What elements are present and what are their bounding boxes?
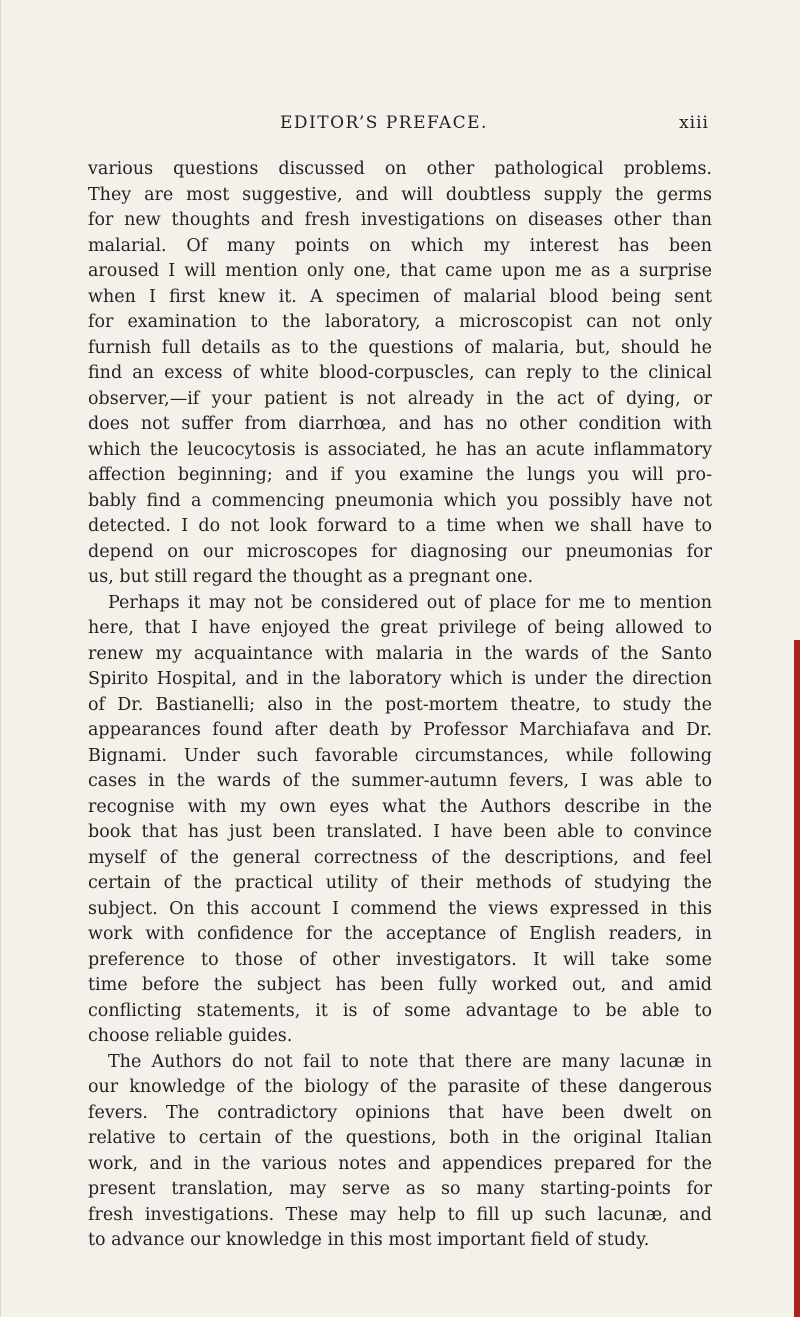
text-line: for examination to the laboratory, a microscopist can not only: [88, 312, 712, 332]
text-line: fresh investigations. These may help to fill up such lacunæ, and: [88, 1204, 712, 1225]
text-line: affection beginning; and if you examine the lungs you will pro-: [88, 465, 712, 485]
text-line: appearances found after death by Professor Marchiafava and Dr.: [88, 720, 712, 740]
text-line: preference to those of other investigators. It will take some: [88, 949, 712, 970]
text-line: of Dr. Bastianelli; also in the post-mortem theatre, to study the: [88, 694, 712, 715]
text-line: Bignami. Under such favorable circumstances, while following: [88, 745, 712, 766]
text-line: fevers. The contradictory opinions that have been dwelt on: [88, 1102, 712, 1123]
text-line: present translation, may serve as so many starting-points for: [88, 1179, 712, 1199]
text-line: cases in the wards of the summer-autumn fevers, I was able to: [88, 771, 712, 791]
text-line: our knowledge of the biology of the parasite of these dangerous: [88, 1077, 712, 1097]
text-line: us, but still regard the thought as a pregnant one.: [88, 567, 534, 587]
text-line: subject. On this account I commend the views expressed in this: [88, 898, 712, 919]
text-line: detected. I do not look forward to a time when we shall have to: [88, 516, 712, 536]
page-header: [0, 113, 800, 137]
text-line: time before the subject has been fully worked out, and amid: [88, 975, 712, 995]
text-line: for new thoughts and fresh investigations on diseases other than: [88, 210, 712, 230]
text-line: furnish full details as to the questions of malaria, but, should he: [88, 337, 712, 358]
page-gutter-edge: [0, 0, 1, 1317]
text-line: work, and in the various notes and appendices prepared for the: [88, 1153, 712, 1174]
text-line: bably find a commencing pneumonia which you possibly have not: [88, 490, 712, 511]
page-number: xiii: [679, 113, 709, 133]
text-line: choose reliable guides.: [88, 1026, 293, 1046]
text-line: relative to certain of the questions, both in the original Italian: [88, 1128, 712, 1148]
text-line: conflicting statements, it is of some advantage to be able to: [88, 1000, 712, 1021]
text-line: which the leucocytosis is associated, he has an acute inflammatory: [88, 439, 712, 460]
text-line: malarial. Of many points on which my interest has been: [88, 235, 712, 256]
text-line: to advance our knowledge in this most important field of study.: [88, 1230, 650, 1250]
text-line: renew my acquaintance with malaria in the wards of the Santo: [88, 643, 712, 664]
text-line: when I first knew it. A specimen of malarial blood being sent: [88, 286, 712, 307]
text-line: recognise with my own eyes what the Authors describe in the: [88, 796, 712, 817]
text-line: Spirito Hospital, and in the laboratory which is under the direction: [88, 669, 712, 689]
text-line: depend on our microscopes for diagnosing our pneumonias for: [88, 541, 712, 562]
text-line: find an excess of white blood-corpuscles, can reply to the clinical: [88, 363, 712, 383]
running-head: EDITOR’S PREFACE.: [280, 113, 488, 133]
text-line: work with confidence for the acceptance of English readers, in: [88, 924, 712, 944]
text-line: They are most suggestive, and will doubtless supply the germs: [88, 184, 712, 205]
text-line: book that has just been translated. I have been able to convince: [88, 822, 712, 842]
text-line: observer,—if your patient is not already in the act of dying, or: [88, 388, 712, 409]
body-text: [88, 157, 712, 1254]
text-line: myself of the general correctness of the descriptions, and feel: [88, 847, 712, 868]
text-line: here, that I have enjoyed the great privilege of being allowed to: [88, 618, 712, 638]
text-line: certain of the practical utility of their methods of studying the: [88, 873, 712, 893]
scan-edge-marker: [794, 640, 800, 1317]
text-line: various questions discussed on other pathological problems.: [88, 159, 712, 179]
text-line: does not suffer from diarrhœa, and has no other condition with: [88, 414, 712, 434]
text-line: aroused I will mention only one, that came upon me as a surprise: [88, 261, 712, 281]
text-line: The Authors do not fail to note that there are many lacunæ in: [108, 1051, 712, 1072]
text-line: Perhaps it may not be considered out of place for me to mention: [108, 592, 712, 613]
